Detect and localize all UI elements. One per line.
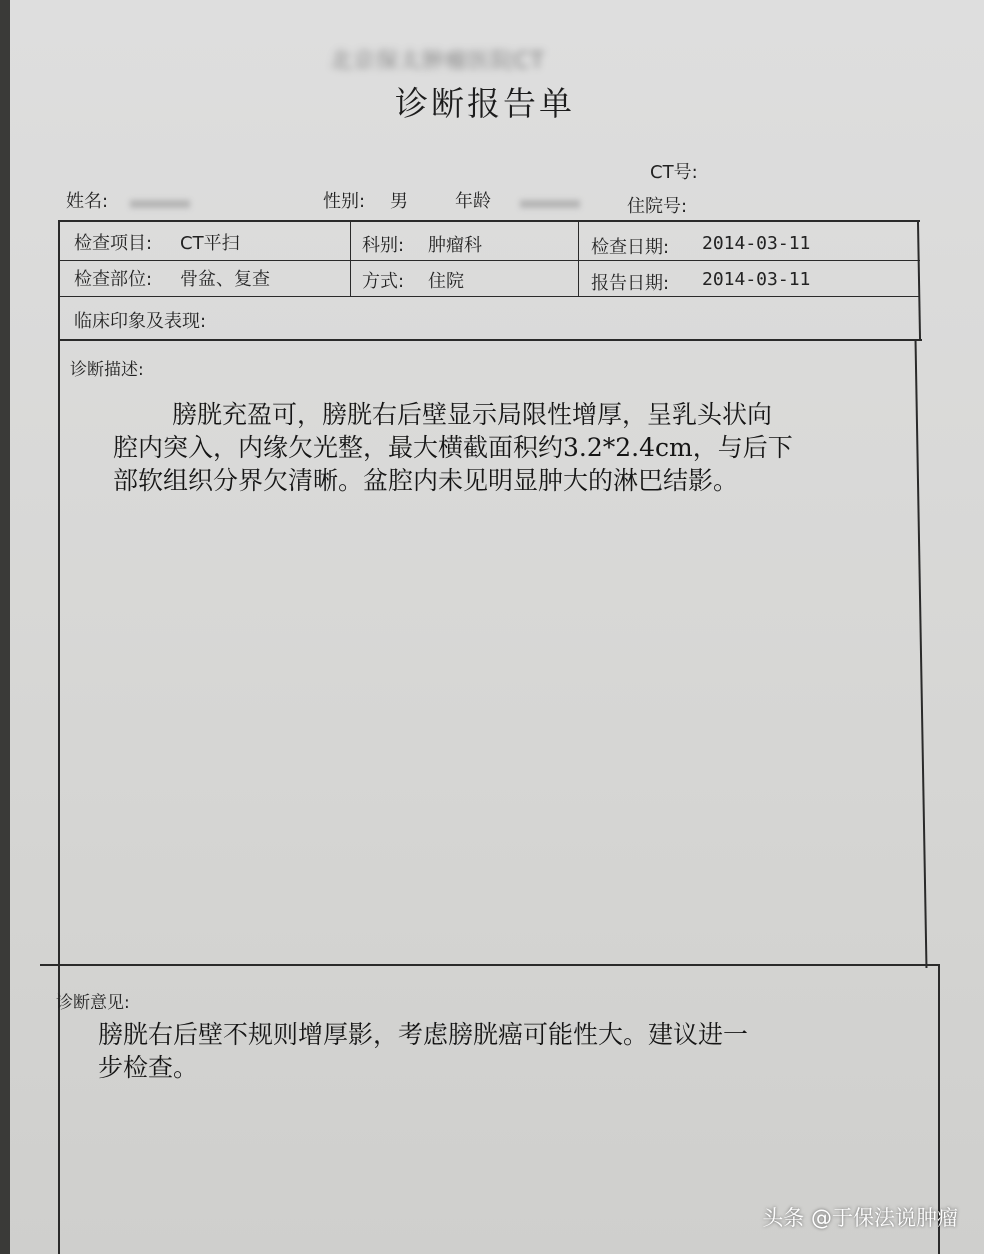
row-divider-1 — [58, 260, 920, 261]
col-divider-1 — [350, 220, 351, 296]
table-top-border — [58, 220, 920, 222]
col-divider-2 — [578, 220, 579, 296]
watermark-text: 头条 @于保法说肿瘤 — [762, 1206, 958, 1230]
report-date-value: 2014-03-11 — [702, 269, 811, 290]
age-label: 年龄 — [455, 191, 491, 212]
exam-item-value: CT平扫 — [180, 233, 240, 254]
exam-item-label: 检查项目: — [74, 233, 153, 254]
exam-site-value: 骨盆、复查 — [180, 269, 270, 290]
name-redaction — [130, 200, 190, 208]
exam-date-label: 检查日期: — [591, 237, 670, 258]
department-label: 科别: — [362, 235, 405, 256]
row-divider-opinion — [40, 964, 940, 966]
admission-number-label: 住院号: — [627, 196, 688, 217]
report-date-label: 报告日期: — [591, 273, 670, 294]
method-value: 住院 — [428, 271, 464, 292]
ct-number-label: CT号: — [650, 162, 698, 183]
gender-label: 性别: — [323, 191, 366, 212]
diagnosis-description-label: 诊断描述: — [70, 360, 144, 380]
report-title: 诊断报告单 — [395, 84, 575, 123]
gender-value: 男 — [390, 191, 408, 212]
description-line-1: 膀胱充盈可，膀胱右后壁显示局限性增厚，呈乳头状向 — [172, 400, 773, 429]
hospital-name-blurred: 北京保太肿瘤医院CT — [330, 49, 545, 74]
diagnosis-opinion-label: 诊断意见: — [56, 993, 130, 1013]
description-line-3: 部软组织分界欠清晰。盆腔内未见明显肿大的淋巴结影。 — [113, 466, 739, 495]
opinion-line-1: 膀胱右后壁不规则增厚影，考虑膀胱癌可能性大。建议进一 — [98, 1020, 749, 1049]
table-left-border — [58, 220, 60, 1254]
row-divider-2 — [58, 296, 920, 297]
exam-site-label: 检查部位: — [74, 269, 153, 290]
description-line-2: 腔内突入，内缘欠光整，最大横截面积约3.2*2.4cm，与后下 — [113, 433, 793, 462]
department-value: 肿瘤科 — [428, 235, 482, 256]
name-label: 姓名: — [66, 191, 109, 212]
exam-date-value: 2014-03-11 — [702, 233, 811, 254]
clinical-impression-label: 临床印象及表现: — [74, 311, 207, 332]
age-redaction — [520, 200, 580, 208]
row-divider-3 — [58, 339, 922, 341]
method-label: 方式: — [362, 271, 405, 292]
opinion-line-2: 步检查。 — [98, 1053, 199, 1082]
